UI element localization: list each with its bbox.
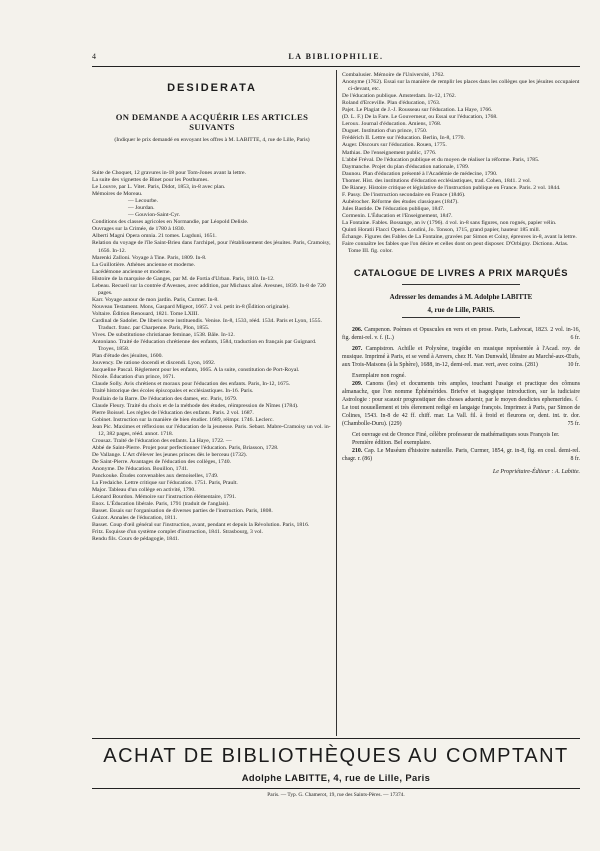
desiderata-entry: Ouvrages sur la Crimée, de 1780 à 1830. [92,226,186,233]
desiderata-entry: Cardinal de Sadolet. De liberis recte instituendis. Venise. In-8, 1533, rééd. 1534. Paris et Lyon, 1555. Traduct. franc. par Charpenne. Paris, Plon, 1855. [92,317,322,332]
catalogue-item [342,380,580,428]
desiderata-list [92,170,332,543]
catalogue-item-text: Cap. Le Muséum d'histoire naturelle. Paris, Curmer, 1854, gr. in-8, fig. en coul. demi-rel. chagr. r. (86) [342,448,581,463]
catalogue-item-number: 209. [352,381,366,388]
desiderata-entry: Rendu fils. Cours de pédagogie, 1841. [92,536,180,543]
desiderata-entry: Karr. Voyage autour de mon jardin. Paris, Curmer. In-8. [92,296,219,303]
desiderata-entry: La suite des vignettes de Binet pour les Posthumes. [92,177,209,184]
desiderata-entry: Crousaz. Traité de l'éducation des enfants. La Haye, 1722. — [92,437,232,444]
desiderata-entry: Leroux. Journal d'éducation. Amiens, 1768. [342,121,442,128]
desiderata-entry: Thomer. Hist. des institutions d'éducation ecclésiastiques, trad. Cohen, 1841. 2 vol. [342,177,532,184]
desiderata-entry: Suite de Choquet, 12 gravures in-18 pour Tom-Jones avant la lettre. [92,170,246,176]
desiderata-entry: Pajet. Le Plagiat de J.-J. Rousseau sur l'éducation. La Haye, 1766. [342,107,493,114]
catalogue-item-number: 210. [352,448,365,455]
desiderata-entry: Jean Pic. Maximes et réflexions sur l'éducation de la jeunesse. Paris. Sebast. Mabre-Cramoisy un vol. in-12, 382 pages, rééd. annot. 1718. [92,423,331,437]
desiderata-entry: F. Passy. De l'instruction secondaire en France (1846). [342,191,466,198]
right-column [342,72,580,475]
desiderata-entry: Roland d'Erceville. Plan d'éducation, 1763. [342,100,441,107]
catalogue-note: Cet ouvrage est de Oronce Finé, célèbre professeur de mathématiques sous François Ier. [352,432,560,439]
desiderata-entry: Pierre Boissel. Les règles de l'éducation des enfants. Paris. 2 vol. 1687. [92,409,254,416]
desiderata-entry: De Rianey. Histoire critique et législative de l'instruction publique en France. Paris. 2 vol. 1844. [342,184,561,191]
page-number: 4 [92,52,97,61]
desiderata-entry: Anonyme. De l'éducation. Bouillon, 1741. [92,465,189,472]
catalogue-item-text: Campistron. Achille et Polyxène, tragédie en musique représentée à l'Acad. roy. de musique. Imprimé à Paris, et se vend à Anvers, chez H. Van Dunwald, libraire au Marché-aux-Œufs, aux Trois-Maisons (à la Sphère), 1688, in-12, demi-rel. mar. vert, avec coins. (281) [342,346,580,369]
desiderata-entry: Daunou. Plan d'éducation présenté à l'Académie de médecine, 1790. [342,170,498,177]
desiderata-entry: Guizot. Annales de l'éducation, 1811. [92,515,178,522]
desiderata-entry: Jouvency. De ratione docendi et discendi. Lyon, 1692. [92,360,216,367]
catalogue-item [342,447,580,463]
catalogue-note: Exemplaire non rogné. [352,373,406,380]
desiderata-entry: Mathias. De l'enseignement public, 1776. [342,149,437,156]
running-head [92,52,580,66]
desiderata-entry: Traité historique des écoles épiscopales et ecclésiastiques. In-16. Paris. [92,388,254,395]
desiderata-note: (Indiquer le prix demandé en envoyant les offres à M. LABITTE, 4, rue de Lille, Paris) [114,137,310,143]
running-title: LA BIBLIOPHILIE. [288,52,384,61]
desiderata-entry: La Fontaine. Fables. Bossange, an iv (1796). 4 vol. in-8 sans figures, non rognés, papier vélin. [342,219,557,226]
desiderata-entry: (D. L. F.) De la Fare. Le Gouverneur, ou Essai sur l'éducation, 1768. [342,114,498,121]
desiderata-entry: Voltaire. Édition Renouard, 1821. Tome LXIII. [92,310,199,317]
catalogue-address-line2: 4, rue de Lille, PARIS. [427,306,495,315]
desiderata-entry: Combalusier. Mémoire de l'Université, 1762. [342,72,445,78]
banner-top-rule [92,738,580,739]
catalogue-item-text: Canons (les) et documents très amples, touchant l'usaige et practique des cômuns almanachz, que l'on nomme Éphémérides. Briefve et isagogique introduction, sur la iudiciaire Astrologie : pour scauoir prognostiquer des choses aduenir, par le moyen desdictes ephemerides. ☾ Le tout nouuellement et très élerement redigé en langaige françois. Imprimez à Paris, par Simon de Colines, 1543. In-8 de 42 ff. chiff. mar. La Vall. fil. à froid et fleurons or, dent. int. tr. dor. (Chambolle-Duru). (229) [342,381,580,428]
desiderata-entry: — Lecourbe. [128,198,159,205]
desiderata-entry: Échange. Figures des Fables de La Fontaine, gravées par Simon et Coiny, épreuves in-8, avant la lettre. [342,234,577,241]
desiderata-entry: Quinti Horatii Flacci Opera. Londini, Jo. Tonson, 1715, grand papier, hauteur 185 mill. [342,227,541,234]
desiderata-entry: Fritz. Esquisse d'un système complet d'instruction, 1841. Strasbourg, 3 vol. [92,529,263,536]
banner-title: ACHAT DE BIBLIOTHÈQUES AU COMPTANT [103,745,569,767]
desiderata-entry: Daymanche. Projet du plan d'éducation nationale, 1789. [342,163,470,170]
desiderata-entry: Duguet. Institution d'un prince, 1750. [342,128,428,135]
desiderata-entry: Alberti Magni Opera omnia. 21 tomes. Lugduni, 1651. [92,233,217,240]
catalogue-item [342,345,580,369]
desiderata-entry: Antoniano. Traité de l'éducation chrétienne des enfants, 1584, traduction en français par Guignard. Troyes, 1858. [92,339,317,353]
catalogue-item-price: 8 fr. [570,456,580,463]
desiderata-entry: Abbé de Saint-Pierre. Projet pour perfectionner l'éducation. Paris, Briasson, 1728. [92,444,279,451]
desiderata-entry: Claude Solly. Avis chrétiens et moraux pour l'éducation des enfants. Paris, In-12, 1675. [92,381,291,388]
desiderata-subtitle: ON DEMANDE A ACQUÉRIR LES ARTICLES SUIVANTS [115,112,309,132]
desiderata-entry: Anonyme (1762). Essai sur la manière de remplir les places dans les collèges que les jésuites occupaient ci-devant, etc. [342,79,580,93]
desiderata-entry: Nicole. Éducation d'un prince, 1671. [92,374,176,381]
desiderata-entry: Lacédémone ancienne et moderne. [92,268,171,275]
catalogue-item-number: 206. [352,327,365,334]
catalogue-address-line1: Adresser les demandes à M. Adolphe LABITTE [389,293,533,302]
banner-address: Adolphe LABITTE, 4, rue de Lille, Paris [241,772,431,783]
desiderata-entry: La Guillotière. Athènes ancienne et moderne. [92,261,196,268]
desiderata-entry: — Jourdan. [128,205,155,212]
desiderata-entry: Poullain de la Barre. De l'éducation des dames, etc. Paris, 1679. [92,395,238,402]
banner [92,744,580,783]
desiderata-list-continued [342,72,580,255]
desiderata-entry: — Gouvion-Saint-Cyr. [128,212,181,219]
catalogue-item-price: 75 fr. [567,421,580,428]
desiderata-entry: Panckouke. Études convenables aux demoiselles, 1749. [92,473,219,480]
desiderata-entry: Conditions des classes agricoles en Normandie, par Léopold Delisle. [92,219,249,226]
desiderata-entry: Basset. Coup d'œil général sur l'instruction, avant, pendant et depuis la Révolution. Paris, 1816. [92,522,310,529]
desiderata-entry: L'abbé Fréval. De l'éducation publique et du moyen de réaliser la réforme. Paris, 1785. [342,156,540,163]
desiderata-entry: Aubérocher. Réforme des études classiques (1847). [342,198,459,205]
proprietaire-line: Le Propriétaire-Éditeur : A. Labitte. [492,469,580,476]
desiderata-entry: Frédérich II. Lettre sur l'éducation. Berlin, In-8, 1770. [342,135,465,142]
desiderata-entry: Relation du voyage de l'île Saint-Brieu dans l'archipel, pour l'établissement des jésuites. Paris, Cramoisy, 1656. In-12. [92,240,331,254]
desiderata-entry: Jacqueline Pascal. Règlement pour les enfants, 1665. A la suite, constitution de Port-Royal. [92,367,300,374]
catalogue-note: Première édition. Bel exemplaire. [352,440,432,447]
desiderata-entry: De Vallange. L'Art d'élever les jeunes princes dès le berceau (1732). [92,451,248,458]
catalogue-title: CATALOGUE DE LIVRES A PRIX MARQUÉS [353,267,569,279]
desiderata-entry: De Saint-Pierre. Avantages de l'éducation des collèges, 1740. [92,458,231,465]
desiderata-entry: Léonard Bourdon. Mémoire sur l'instruction élémentaire, 1791. [92,494,237,501]
desiderata-entry: Auger. Discours sur l'éducation. Rouen, 1775. [342,142,447,149]
desiderata-entry: Gobinet. Instruction sur la manière de bien étudier. 1689, réimpr. 1746. Leclerc. [92,416,274,423]
desiderata-entry: Histoire de la marquise de Ganges, par M. de Fortia d'Urban. Paris, 1810. In-12. [92,275,275,282]
catalogue-rule [402,284,520,285]
desiderata-entry: Cormenin. L'Éducation et l'Enseignement, 1847. [342,212,453,219]
desiderata-entry: Major. Tableau d'un collège en activité, 1790. [92,487,196,494]
catalogue-item-price: 6 fr. [570,335,580,342]
desiderata-entry: La Fredaiche. Lettre critique sur l'éducation. 1751. Paris, Prault. [92,480,238,487]
desiderata-entry: Jules Bastide. De l'éducation publique, 1847. [342,205,445,212]
desiderata-title: DESIDERATA [167,82,257,94]
desiderata-entry: Lebeau. Recueil sur la contrée d'Avesnes, avec addition, par Michaux aîné. Avesnes, 1839. In-8 de 720 pages. [92,282,326,296]
desiderata-entry: Faire connaître les fables que l'on désire et celles dont on peut disposer. D'Orbigny. Dictionn. Atlas. Tome III. fig. color. [342,241,569,255]
desiderata-entry: Mémoires de Moreau. [92,191,143,198]
imprint: Paris. — Typ. G. Chamerot, 19, rue des Saints-Pères. — 17374. [267,792,405,798]
banner-bottom-rule [92,788,580,789]
desiderata-entry: Le Louvre, par L. Vitet. Paris, Didot, 1853, in-8 avec plan. [92,184,226,191]
desiderata-entry: Basset. Essais sur l'organisation de diverses parties de l'instruction. Paris, 1808. [92,508,273,515]
top-rule [92,66,580,67]
catalogue-item [342,326,580,342]
column-rule [336,70,337,736]
desiderata-entry: De l'éducation publique. Amsterdam. In-12, 1762. [342,93,456,100]
desiderata-entry: Vives. De substitutione christianae feminae, 1538. Bâle. In-12. [92,332,235,339]
catalogue-list [342,326,580,463]
desiderata-entry: Plan d'étude des jésuites, 1600. [92,353,163,360]
desiderata-entry: Nouveau Testament. Mons, Gaspard Migeot, 1667. 2 vol. petit in-8 (Édition originale). [92,303,290,310]
desiderata-entry: Claude Fleury. Traité du choix et de la méthode des études, réimpression de Nîmes (1784). [92,402,299,409]
catalogue-item-text: Campenon. Poèmes et Opuscules en vers et en prose. Paris, Ladvocat, 1823. 2 vol. in-16, fig. demi-rel. v. f. (L.) [342,327,580,342]
catalogue-item-price: 10 fr. [567,362,580,369]
catalogue-item-number: 207. [352,346,366,353]
catalogue-rule-2 [402,317,520,318]
left-column [92,72,332,543]
desiderata-entry: Marenki Zalloni. Voyage à Tine. Paris, 1809. In-8. [92,254,207,261]
desiderata-entry: Enox. L'Éducation libérale. Paris, 1791 (traduit de l'anglais). [92,501,230,508]
